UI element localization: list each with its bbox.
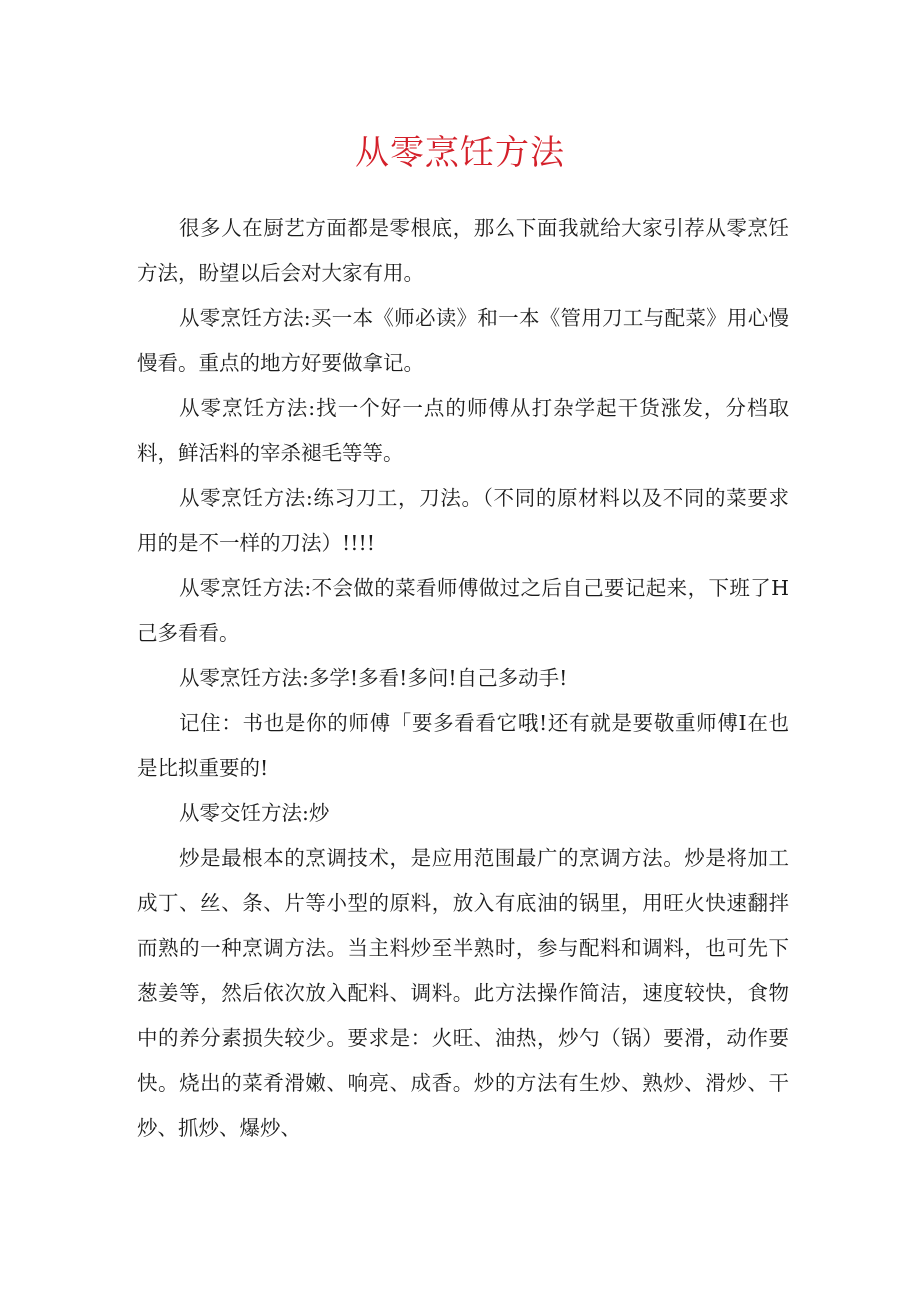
paragraph-method-master: 从零烹饪方法:找一个好一点的师傅从打杂学起干货涨发，分档取料，鲜活料的宰杀褪毛等等。 xyxy=(137,396,789,465)
document-body xyxy=(137,206,789,1151)
paragraph-intro: 很多人在厨艺方面都是零根底，那么下面我就给大家引荐从零烹饪方法，盼望以后会对大家有用。 xyxy=(137,216,789,285)
document-title: 从零烹饪方法 xyxy=(355,133,565,173)
paragraph-method-memorize: 从零烹饪方法:不会做的菜看师傅做过之后自己要记起来，下班了H己多看看。 xyxy=(137,576,789,645)
paragraph-method-knife: 从零烹饪方法:练习刀工，刀法。（不同的原材料以及不同的菜要求用的是不一样的刀法）!!!! xyxy=(137,486,789,555)
paragraph-method-practice: 从零烹饪方法:多学!多看!多问!自己多动手! xyxy=(179,666,568,690)
paragraph-remember: 记住：书也是你的师傅「要多看看它哦!还有就是要敬重师傅I在也是比拟重要的! xyxy=(137,711,789,780)
paragraph-stir-fry: 炒是最根本的烹调技术，是应用范围最广的烹调方法。炒是将加工成丁、丝、条、片等小型的原料，放入有底油的锅里，用旺火快速翻拌而熟的一种烹调方法。当主料炒至半熟时，参与配料和调料，也可先下葱姜等，然后依次放入配料、调料。此方法操作简洁，速度较快，食物中的养分素损失较少。要求是：火旺、油热，炒勺（锅）要滑，动作要快。烧出的菜肴滑嫩、响亮、成香。炒的方法有生炒、熟炒、滑炒、干炒、抓炒、爆炒、 xyxy=(137,846,789,1140)
section-heading-stir-fry: 从零交饪方法:炒 xyxy=(179,801,330,825)
paragraph-method-books: 从零烹饪方法:买一本《师必读》和一本《管用刀工与配菜》用心慢慢看。重点的地方好要做拿记。 xyxy=(137,306,789,375)
